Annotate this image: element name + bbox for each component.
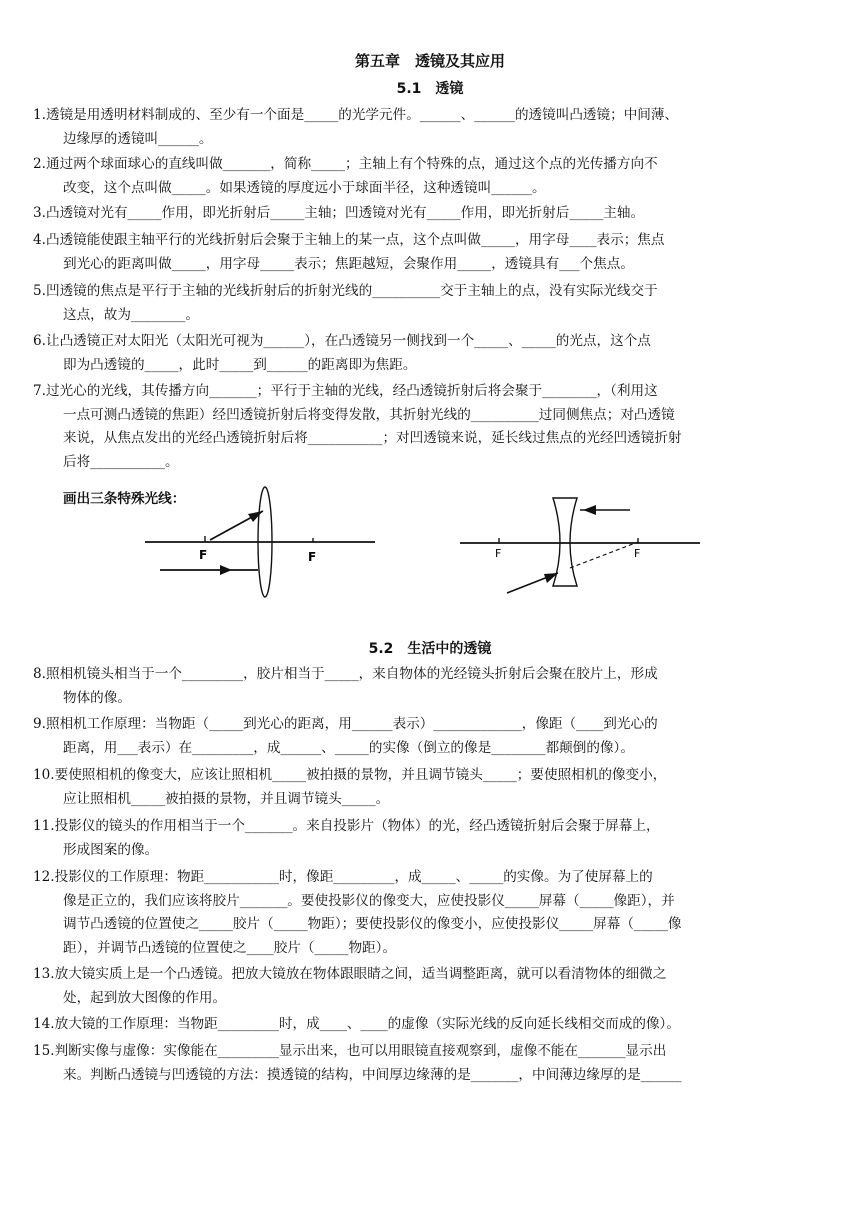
question-line: 像是正立的，我们应该将胶片_______。要使投影仪的像变大，应使投影仪_____屏幕（_____像距），并 [63, 892, 675, 909]
question-line: 12.投影仪的工作原理：物距___________时，像距_________，成_____、_____的实像。为了使屏幕上的 [33, 869, 653, 885]
question-line: 应让照相机_____被拍摄的景物，并且调节镜头_____。 [63, 790, 390, 807]
question-line: 来。判断凸透镜与凹透镜的方法：摸透镜的结构，中间厚边缘薄的是_______，中间薄边缘厚的是______ [63, 1066, 682, 1083]
section-title-5-1: 5.1 透镜 [396, 81, 464, 97]
question-line: 距离，用___表示）在_________，成______、_____的实像（倒立的像是________都颠倒的像）。 [63, 739, 634, 756]
question-line: 4.凸透镜能使跟主轴平行的光线折射后会聚于主轴上的某一点，这个点叫做_____，用字母____表示；焦点 [33, 232, 665, 248]
question-1 [33, 104, 823, 151]
question-line: 9.照相机工作原理：当物距（_____到光心的距离，用______表示）_____________，像距（____到光心的 [33, 716, 658, 732]
question-line: 14.放大镜的工作原理：当物距_________时，成____、____的虚像（实际光线的反向延长线相交而成的像）。 [33, 1016, 680, 1032]
concave-lens-diagram [455, 490, 715, 600]
arrow-head [583, 505, 596, 515]
arrow-head [220, 565, 232, 575]
question-line: 5.凹透镜的焦点是平行于主轴的光线折射后的折射光线的__________交于主轴上的点，没有实际光线交于 [33, 283, 658, 299]
question-8 [33, 663, 823, 710]
focus-label-right: F [308, 550, 317, 564]
question-5 [33, 280, 823, 327]
focus-label-left: F [495, 547, 502, 560]
question-line: 即为凸透镜的_____，此时_____到______的距离即为焦距。 [63, 356, 417, 373]
question-line: 13.放大镜实质上是一个凸透镜。把放大镜放在物体跟眼睛之间，适当调整距离，就可以看清物体的细微之 [33, 966, 667, 982]
convex-lens-diagram [140, 485, 380, 605]
question-line: 11.投影仪的镜头的作用相当于一个_______。来自投影片（物体）的光，经凸透镜折射后会聚于屏幕上， [33, 818, 660, 834]
question-line: 物体的像。 [63, 689, 131, 706]
question-line: 边缘厚的透镜叫______。 [63, 130, 213, 147]
question-6 [33, 330, 823, 377]
question-line: 到光心的距离叫做_____，用字母_____表示；焦距越短，会聚作用_____，透镜具有___个焦点。 [63, 255, 634, 272]
question-line: 10.要使照相机的像变大，应该让照相机_____被拍摄的景物，并且调节镜头_____；要使照相机的像变小， [33, 767, 667, 783]
question-line: 8.照相机镜头相当于一个_________，胶片相当于_____，来自物体的光经镜头折射后会聚在胶片上，形成 [33, 666, 658, 682]
question-line: 调节凸透镜的位置使之_____胶片（_____物距）；要使投影仪的像变小，应使投影仪_____屏幕（_____像 [63, 916, 682, 932]
question-line: 2.通过两个球面球心的直线叫做_______，简称_____；主轴上有个特殊的点，通过这个点的光传播方向不 [33, 156, 658, 172]
focus-label-right: F [634, 547, 641, 560]
focus-label-left: F [199, 548, 208, 562]
question-line: 一点可测凸透镜的焦距）经凹透镜折射后将变得发散，其折射光线的__________过同侧焦点；对凸透镜 [63, 406, 675, 423]
question-line: 1.透镜是用透明材料制成的、至少有一个面是_____的光学元件。______、______的透镜叫凸透镜；中间薄、 [33, 107, 679, 123]
question-10 [33, 764, 823, 811]
question-15 [33, 1040, 823, 1087]
question-4 [33, 229, 823, 276]
question-line: 形成图案的像。 [63, 841, 159, 858]
question-11 [33, 815, 823, 862]
question-line: 后将___________。 [63, 453, 179, 470]
question-line: 改变，这个点叫做_____。如果透镜的厚度远小于球面半径，这种透镜叫______。 [63, 179, 546, 196]
arrow-head [248, 511, 263, 522]
question-3 [33, 202, 823, 226]
question-13 [33, 963, 823, 1010]
question-line: 这点，故为________。 [63, 306, 199, 323]
question-line: 7.过光心的光线，其传播方向_______；平行于主轴的光线，经凸透镜折射后将会聚于________，（利用这 [33, 383, 658, 399]
question-line: 处，起到放大图像的作用。 [63, 989, 227, 1006]
question-line: 来说，从焦点发出的光经凸透镜折射后将___________；对凹透镜来说，延长线过焦点的光经凹透镜折射 [63, 430, 682, 446]
question-7 [33, 380, 823, 474]
question-12 [33, 866, 823, 960]
diagram-instruction: 画出三条特殊光线： [63, 491, 186, 507]
question-2 [33, 153, 823, 200]
question-line: 3.凸透镜对光有_____作用，即光折射后_____主轴；凹透镜对光有_____作用，即光折射后_____主轴。 [33, 205, 645, 221]
question-line: 6.让凸透镜正对太阳光（太阳光可视为______），在凸透镜另一侧找到一个_____、_____的光点，这个点 [33, 333, 651, 349]
question-line: 距），并调节凸透镜的位置使之____胶片（_____物距）。 [63, 939, 397, 956]
chapter-title: 第五章 透镜及其应用 [354, 52, 505, 70]
question-9 [33, 713, 823, 760]
section-title-5-2: 5.2 生活中的透镜 [368, 641, 492, 657]
extension-dashed [570, 542, 641, 568]
question-14 [33, 1013, 823, 1037]
question-line: 15.判断实像与虚像：实像能在_________显示出来，也可以用眼镜直接观察到，虚像不能在_______显示出 [33, 1043, 667, 1059]
